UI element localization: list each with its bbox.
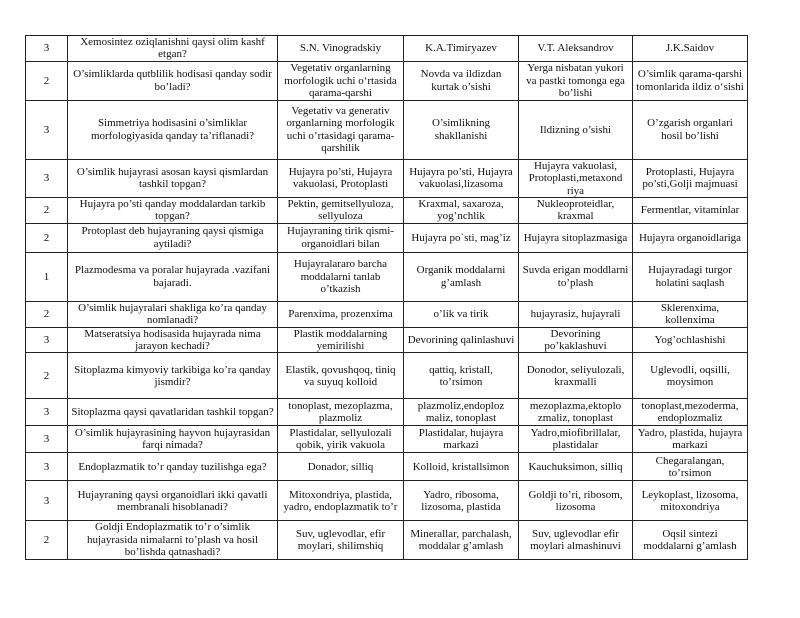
answer-cell-4: Yadro, plastida, hujayra markazi bbox=[633, 426, 748, 453]
question-cell: Protoplast deb hujayraning qaysi qismiga aytiladi? bbox=[68, 223, 278, 252]
question-cell: O’simlik hujayrasi asosan kaysi qismlardan tashkil topgan? bbox=[68, 159, 278, 197]
table-row bbox=[26, 198, 748, 224]
question-cell: Plazmodesma va poralar hujayrada .vazifani bajaradi. bbox=[68, 252, 278, 301]
answer-cell-1: Hujayraning tirik qismi-organoidlari bilan bbox=[278, 223, 404, 252]
question-cell: Xemosintez oziqlanishni qaysi olim kashf etgan? bbox=[68, 36, 278, 62]
answer-cell-2: Yadro, ribosoma, lizosoma, plastida bbox=[404, 481, 519, 521]
table-row bbox=[26, 327, 748, 353]
difficulty-cell: 3 bbox=[26, 159, 68, 197]
question-cell: Endoplazmatik to’r qanday tuzilishga ega? bbox=[68, 453, 278, 481]
answer-cell-3: Yerga nisbatan yukori va pastki tomonga ega bo’lishi bbox=[519, 61, 633, 100]
document-page bbox=[25, 35, 748, 560]
answer-cell-4: J.K.Saidov bbox=[633, 36, 748, 62]
answer-cell-2: Minerallar, parchalash, moddalar g’amlash bbox=[404, 521, 519, 559]
answer-cell-4: Protoplasti, Hujayra po’sti,Golji majmuasi bbox=[633, 159, 748, 197]
question-cell: Sitoplazma kimyoviy tarkibiga ko’ra qanday jismdir? bbox=[68, 353, 278, 399]
answer-cell-3: Ildizning o’sishi bbox=[519, 100, 633, 159]
question-cell: Hujayraning qaysi organoidlari ikki qavatli membranali hisoblanadi? bbox=[68, 481, 278, 521]
answer-cell-3: Hujayra vakuolasi, Protoplasti,metaxond riya bbox=[519, 159, 633, 197]
answer-cell-4: O’simlik qarama-qarshi tomonlarida ildiz o‘sishi bbox=[633, 61, 748, 100]
answer-cell-3: mezoplazma,ektoplo zmaliz, tonoplast bbox=[519, 399, 633, 426]
question-cell: Hujayra po’sti qanday moddalardan tarkib topgan? bbox=[68, 198, 278, 224]
difficulty-cell: 3 bbox=[26, 327, 68, 353]
difficulty-cell: 1 bbox=[26, 252, 68, 301]
answer-cell-1: Hujayralararo barcha moddalarni tanlab o’tkazish bbox=[278, 252, 404, 301]
answer-cell-2: Plastidalar, hujayra markazi bbox=[404, 426, 519, 453]
difficulty-cell: 2 bbox=[26, 61, 68, 100]
answer-cell-4: tonoplast,mezoderma, endoplozmaliz bbox=[633, 399, 748, 426]
difficulty-cell: 3 bbox=[26, 36, 68, 62]
difficulty-cell: 3 bbox=[26, 453, 68, 481]
question-cell: Matseratsiya hodisasida hujayrada nima jarayon kechadi? bbox=[68, 327, 278, 353]
difficulty-cell: 2 bbox=[26, 223, 68, 252]
answer-cell-3: Nukleoproteidlar, kraxmal bbox=[519, 198, 633, 224]
answer-cell-4: Yog’ochlashishi bbox=[633, 327, 748, 353]
answer-cell-3: Hujayra sitoplazmasiga bbox=[519, 223, 633, 252]
answer-cell-1: Donador, silliq bbox=[278, 453, 404, 481]
answer-cell-3: Kauchuksimon, silliq bbox=[519, 453, 633, 481]
question-cell: Simmetriya hodisasini o’simliklar morfologiyasida qanday ta’riflanadi? bbox=[68, 100, 278, 159]
table-row bbox=[26, 353, 748, 399]
difficulty-cell: 3 bbox=[26, 100, 68, 159]
answer-cell-3: Donodor, seliyulozali, kraxmalli bbox=[519, 353, 633, 399]
question-cell: O’simliklarda qutblilik hodisasi qanday sodir bo’ladi? bbox=[68, 61, 278, 100]
answer-cell-3: hujayrasiz, hujayrali bbox=[519, 301, 633, 327]
answer-cell-4: Oqsil sintezi moddalarni g’amlash bbox=[633, 521, 748, 559]
answer-cell-2: Kraxmal, saxaroza, yog’nchlik bbox=[404, 198, 519, 224]
answer-cell-2: Organik moddalarni g’amlash bbox=[404, 252, 519, 301]
answer-cell-1: Elastik, qovushqoq, tiniq va suyuq kolloid bbox=[278, 353, 404, 399]
table-row bbox=[26, 426, 748, 453]
question-cell: Goldji Endoplazmatik to’r o’simlik hujayrasida nimalarni to’plash va hosil bo’lishda qatnashadi? bbox=[68, 521, 278, 559]
table-row bbox=[26, 481, 748, 521]
table-row bbox=[26, 301, 748, 327]
answer-cell-2: K.A.Timiryazev bbox=[404, 36, 519, 62]
answer-cell-2: Devorining qalinlashuvi bbox=[404, 327, 519, 353]
table-row bbox=[26, 252, 748, 301]
answer-cell-4: Chegaralangan, to’rsimon bbox=[633, 453, 748, 481]
answer-cell-4: Hujayradagi turgor holatini saqlash bbox=[633, 252, 748, 301]
question-cell: O’simlik hujayralari shakliga ko’ra qanday nomlanadi? bbox=[68, 301, 278, 327]
answer-cell-2: Kolloid, kristallsimon bbox=[404, 453, 519, 481]
difficulty-cell: 2 bbox=[26, 521, 68, 559]
answer-cell-2: o’lik va tirik bbox=[404, 301, 519, 327]
table-row bbox=[26, 36, 748, 62]
question-cell: Sitoplazma qaysi qavatlaridan tashkil topgan? bbox=[68, 399, 278, 426]
answer-cell-4: O’zgarish organlari hosil bo’lishi bbox=[633, 100, 748, 159]
answer-cell-1: Vegetativ organlarning morfologik uchi o‘rtasida qarama-qarshi bbox=[278, 61, 404, 100]
table-row bbox=[26, 100, 748, 159]
answer-cell-3: Suv, uglevodlar efir moylari almashinuvi bbox=[519, 521, 633, 559]
difficulty-cell: 3 bbox=[26, 426, 68, 453]
answer-cell-3: Suvda erigan moddlarni to’plash bbox=[519, 252, 633, 301]
answer-cell-1: Vegetativ va generativ organlarning morfologik uchi o’rtasidagi qarama-qarshilik bbox=[278, 100, 404, 159]
table-row bbox=[26, 223, 748, 252]
answer-cell-1: Suv, uglevodlar, efir moylari, shilimshiq bbox=[278, 521, 404, 559]
difficulty-cell: 2 bbox=[26, 301, 68, 327]
answer-cell-2: O’simlikning shakllanishi bbox=[404, 100, 519, 159]
question-cell: O’simlik hujayrasining hayvon hujayrasidan farqi nimada? bbox=[68, 426, 278, 453]
answer-cell-4: Uglevodli, oqsilli, moysimon bbox=[633, 353, 748, 399]
answer-cell-1: Mitoxondriya, plastida, yadro, endoplazmatik to’r bbox=[278, 481, 404, 521]
difficulty-cell: 3 bbox=[26, 481, 68, 521]
table-row bbox=[26, 453, 748, 481]
answer-cell-1: Pektin, gemitsellyuloza, sellyuloza bbox=[278, 198, 404, 224]
answer-cell-1: Parenxima, prozenxima bbox=[278, 301, 404, 327]
difficulty-cell: 3 bbox=[26, 399, 68, 426]
answer-cell-2: Novda va ildizdan kurtak o’sishi bbox=[404, 61, 519, 100]
answer-cell-1: Plastik moddalarning yemirilishi bbox=[278, 327, 404, 353]
answer-cell-1: Plastidalar, sellyulozali qobik, yirik vakuola bbox=[278, 426, 404, 453]
answer-cell-1: S.N. Vinogradskiy bbox=[278, 36, 404, 62]
answer-cell-4: Sklerenxima, kollenxima bbox=[633, 301, 748, 327]
answer-cell-2: Hujayra po’sti, Hujayra vakuolasi,lizasoma bbox=[404, 159, 519, 197]
answer-cell-3: V.T. Aleksandrov bbox=[519, 36, 633, 62]
question-table bbox=[25, 35, 748, 560]
table-row bbox=[26, 61, 748, 100]
answer-cell-1: tonoplast, mezoplazma, plazmoliz bbox=[278, 399, 404, 426]
difficulty-cell: 2 bbox=[26, 198, 68, 224]
difficulty-cell: 2 bbox=[26, 353, 68, 399]
answer-cell-1: Hujayra po’sti, Hujayra vakuolasi, Protoplasti bbox=[278, 159, 404, 197]
answer-cell-3: Yadro,miofibrillalar, plastidalar bbox=[519, 426, 633, 453]
answer-cell-2: qattiq, kristall, to’rsimon bbox=[404, 353, 519, 399]
answer-cell-4: Leykoplast, lizosoma, mitoxondriya bbox=[633, 481, 748, 521]
table-row bbox=[26, 399, 748, 426]
table-row bbox=[26, 159, 748, 197]
answer-cell-3: Goldji to’ri, ribosom, lizosoma bbox=[519, 481, 633, 521]
answer-cell-3: Devorining po’kaklashuvi bbox=[519, 327, 633, 353]
answer-cell-4: Fermentlar, vitaminlar bbox=[633, 198, 748, 224]
table-row bbox=[26, 521, 748, 559]
answer-cell-4: Hujayra organoidlariga bbox=[633, 223, 748, 252]
answer-cell-2: Hujayra po`sti, mag’iz bbox=[404, 223, 519, 252]
answer-cell-2: plazmoliz,endoploz maliz, tonoplast bbox=[404, 399, 519, 426]
